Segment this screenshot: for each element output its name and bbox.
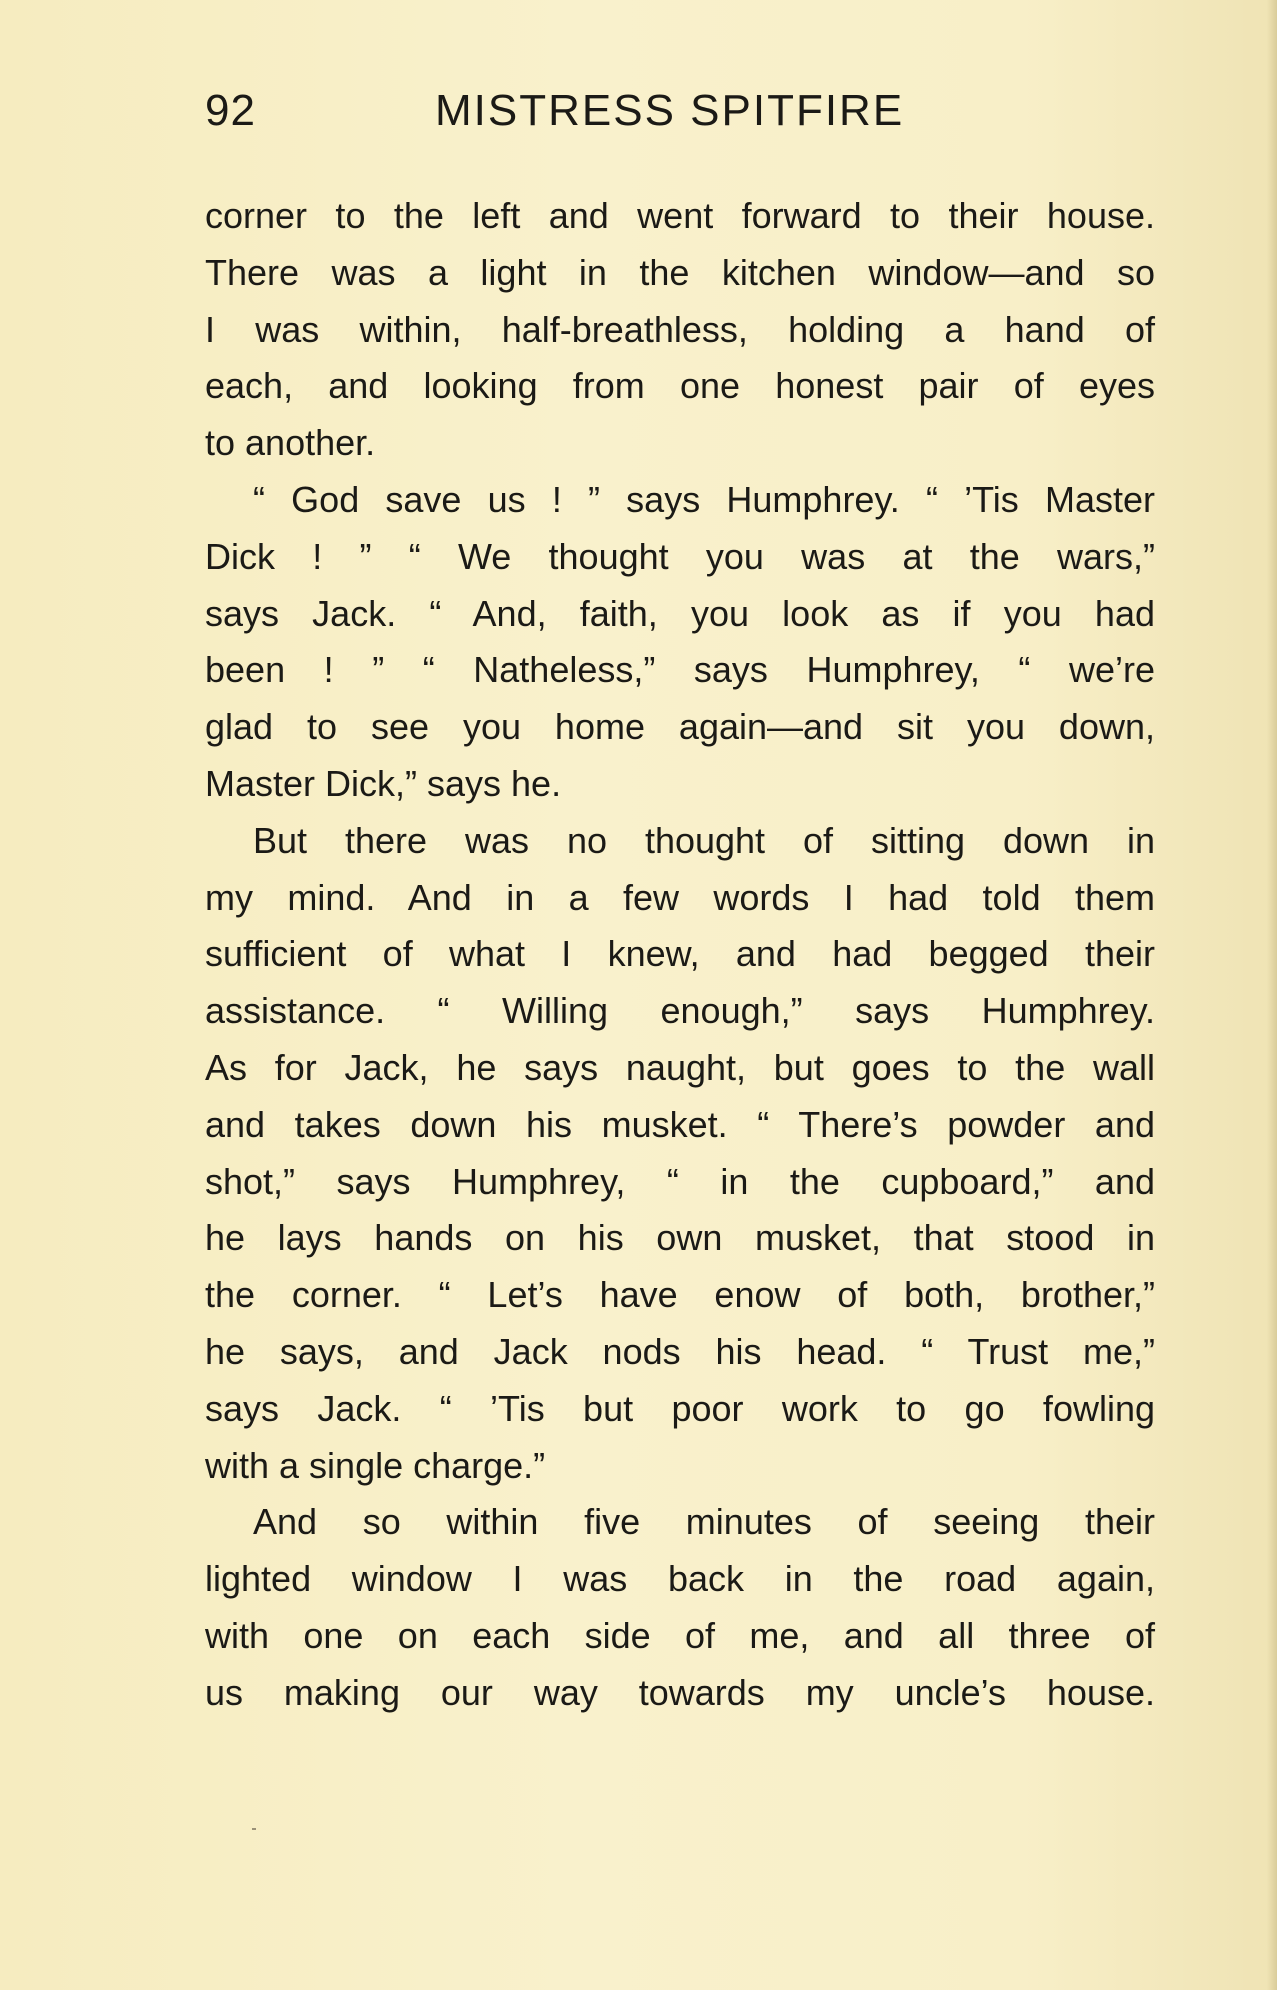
page-header (205, 86, 1135, 146)
text-line: sufficient of what I knew, and had begged their (205, 933, 1155, 975)
text-line: But there was no thought of sitting down in (253, 819, 1155, 861)
paper-speck (252, 1828, 256, 1830)
running-title: MISTRESS SPITFIRE (435, 86, 905, 135)
text-line: with a single charge.” (205, 1444, 546, 1486)
text-line: corner to the left and went forward to their house. (205, 195, 1155, 236)
text-line: Master Dick,” says he. (205, 762, 562, 804)
text-line: been ! ” “ Natheless,” says Humphrey, “ we’re (205, 649, 1155, 691)
text-line: and takes down his musket. “ There’s powder and (205, 1103, 1155, 1145)
text-line: my mind. And in a few words I had told them (205, 876, 1155, 918)
text-line: shot,” says Humphrey, “ in the cupboard,” and (205, 1160, 1155, 1202)
text-line: As for Jack, he says naught, but goes to the wall (205, 1046, 1155, 1088)
text-line: he lays hands on his own musket, that stood in (205, 1217, 1155, 1259)
text-line: with one on each side of me, and all three of (205, 1614, 1155, 1656)
text-line: us making our way towards my uncle’s house. (205, 1671, 1155, 1713)
body-text (205, 188, 1155, 1722)
text-line: says Jack. “ ’Tis but poor work to go fowling (205, 1387, 1155, 1429)
text-line: There was a light in the kitchen window—and so (205, 251, 1155, 293)
text-line: lighted window I was back in the road again, (205, 1558, 1155, 1600)
text-line: the corner. “ Let’s have enow of both, brother,” (205, 1274, 1155, 1316)
text-line: each, and looking from one honest pair of eyes (205, 365, 1155, 407)
text-line: “ God save us ! ” says Humphrey. “ ’Tis Master (253, 478, 1155, 520)
page-edge-shadow (1267, 0, 1277, 1990)
text-line: assistance. “ Willing enough,” says Humphrey. (205, 990, 1155, 1032)
text-line: glad to see you home again—and sit you down, (205, 706, 1155, 748)
page-number: 92 (205, 86, 256, 135)
text-line: Dick ! ” “ We thought you was at the wars,” (205, 535, 1155, 577)
text-line: And so within five minutes of seeing their (253, 1501, 1155, 1543)
text-line: says Jack. “ And, faith, you look as if you had (205, 592, 1155, 634)
text-line: he says, and Jack nods his head. “ Trust me,” (205, 1330, 1155, 1372)
text-line: to another. (205, 422, 376, 464)
text-line: I was within, half-breathless, holding a hand of (205, 308, 1155, 350)
